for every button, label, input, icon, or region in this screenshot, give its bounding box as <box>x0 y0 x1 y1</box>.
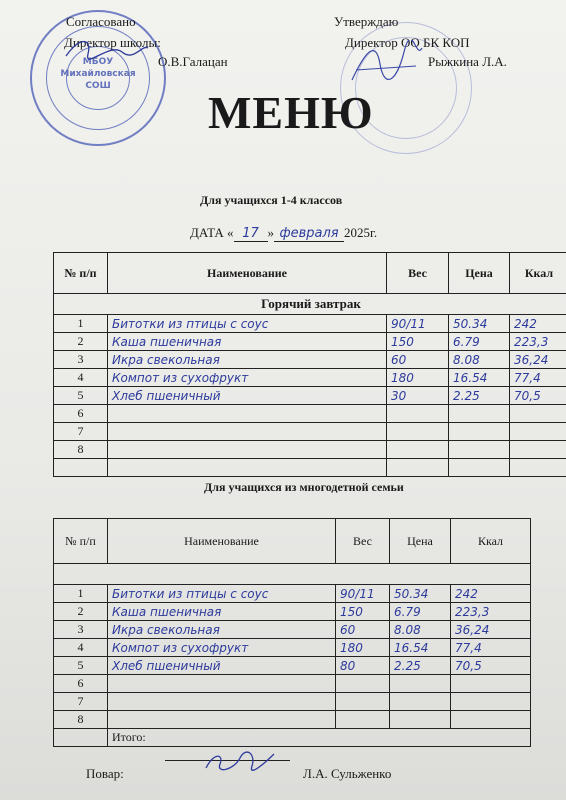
row-number: 5 <box>54 387 108 405</box>
dish-weight <box>336 675 390 693</box>
cook-signature <box>200 748 280 776</box>
table-row <box>54 711 531 729</box>
dish-kcal: 77,4 <box>510 369 566 387</box>
dish-kcal: 242 <box>451 585 531 603</box>
table-row <box>54 639 531 657</box>
table-row <box>54 693 531 711</box>
dish-price: 8.08 <box>390 621 451 639</box>
dish-name: Каша пшеничная <box>108 333 387 351</box>
dish-weight: 150 <box>387 333 449 351</box>
school-stamp <box>30 10 166 146</box>
row-number: 3 <box>54 621 108 639</box>
right-signer-name: Рыжкина Л.А. <box>428 54 507 69</box>
section-row <box>54 294 566 315</box>
date-month: февраля <box>274 226 344 242</box>
table-row <box>54 315 566 333</box>
table-row <box>54 405 566 423</box>
table-row <box>54 369 566 387</box>
dish-name: Компот из сухофрукт <box>108 369 387 387</box>
right-approved-label: Утверждаю <box>334 14 399 29</box>
dish-name: Битотки из птицы с соус <box>108 315 387 333</box>
date-label: ДАТА « <box>190 225 234 240</box>
dish-weight <box>387 441 449 459</box>
left-signature <box>62 34 152 64</box>
menu-table-grades-1-4 <box>53 252 566 477</box>
spacer-row <box>54 564 531 585</box>
dish-name <box>108 405 387 423</box>
dish-weight: 150 <box>336 603 390 621</box>
table-row <box>54 423 566 441</box>
date-line <box>190 225 377 242</box>
dish-kcal: 70,5 <box>510 387 566 405</box>
dish-price: 50.34 <box>449 315 510 333</box>
dish-kcal <box>451 693 531 711</box>
dish-name: Хлеб пшеничный <box>108 387 387 405</box>
dish-price: 6.79 <box>449 333 510 351</box>
stamp-center-text: МБОУ Михайловская СОШ <box>60 57 136 91</box>
left-signer-name: О.В.Галацан <box>158 54 228 69</box>
table-row <box>54 657 531 675</box>
page-title: МЕНЮ <box>208 87 374 138</box>
dish-price: 16.54 <box>449 369 510 387</box>
table-header-row <box>54 519 531 564</box>
row-number: 4 <box>54 369 108 387</box>
row-number: 2 <box>54 603 108 621</box>
menu-table-large-families <box>53 518 531 747</box>
dish-kcal: 223,3 <box>510 333 566 351</box>
row-number: 6 <box>54 675 108 693</box>
dish-name <box>108 711 336 729</box>
dish-price <box>390 693 451 711</box>
dish-price <box>390 675 451 693</box>
left-position: Директор школы: <box>64 35 161 50</box>
row-number: 6 <box>54 405 108 423</box>
header-price: Цена <box>449 253 510 294</box>
table-row <box>54 387 566 405</box>
table-row <box>54 621 531 639</box>
dish-weight: 180 <box>387 369 449 387</box>
dish-weight: 180 <box>336 639 390 657</box>
dish-kcal: 36,24 <box>451 621 531 639</box>
dish-name: Икра свекольная <box>108 621 336 639</box>
row-number: 4 <box>54 639 108 657</box>
dish-price <box>449 405 510 423</box>
dish-name: Каша пшеничная <box>108 603 336 621</box>
dish-kcal <box>510 405 566 423</box>
dish-weight: 80 <box>336 657 390 675</box>
dish-kcal <box>510 423 566 441</box>
dish-price: 16.54 <box>390 639 451 657</box>
table2-caption: Для учащихся из многодетной семьи <box>204 480 404 494</box>
dish-price: 50.34 <box>390 585 451 603</box>
dish-name <box>108 675 336 693</box>
header-weight: Вес <box>336 519 390 564</box>
dish-kcal: 77,4 <box>451 639 531 657</box>
dish-name <box>108 441 387 459</box>
cook-label: Повар: <box>86 766 124 781</box>
dish-weight: 90/11 <box>336 585 390 603</box>
dish-price <box>449 441 510 459</box>
dish-kcal: 242 <box>510 315 566 333</box>
header-weight: Вес <box>387 253 449 294</box>
dish-name <box>108 423 387 441</box>
dish-kcal: 36,24 <box>510 351 566 369</box>
right-position: Директор ОО БК КОП <box>345 35 470 50</box>
total-row <box>54 729 531 747</box>
table-row <box>54 459 566 477</box>
dish-weight: 90/11 <box>387 315 449 333</box>
date-day: 17 <box>234 226 268 242</box>
dish-name: Хлеб пшеничный <box>108 657 336 675</box>
dish-price: 2.25 <box>390 657 451 675</box>
left-approved-label: Согласовано <box>66 14 136 29</box>
dish-price <box>390 711 451 729</box>
dish-name <box>108 693 336 711</box>
table1-caption: Для учащихся 1-4 классов <box>200 193 343 207</box>
dish-kcal <box>451 675 531 693</box>
row-number: 8 <box>54 441 108 459</box>
dish-kcal: 223,3 <box>451 603 531 621</box>
table-row <box>54 351 566 369</box>
dish-weight <box>387 405 449 423</box>
table-row <box>54 333 566 351</box>
date-mid: » <box>267 225 275 240</box>
row-number: 7 <box>54 693 108 711</box>
total-label: Итого: <box>108 729 531 747</box>
row-number: 8 <box>54 711 108 729</box>
header-name: Наименование <box>108 519 336 564</box>
dish-price: 6.79 <box>390 603 451 621</box>
dish-weight <box>387 423 449 441</box>
dish-weight: 30 <box>387 387 449 405</box>
header-number: № п/п <box>54 253 108 294</box>
dish-weight: 60 <box>387 351 449 369</box>
table-row <box>54 585 531 603</box>
header-number: № п/п <box>54 519 108 564</box>
dish-kcal: 70,5 <box>451 657 531 675</box>
dish-price: 2.25 <box>449 387 510 405</box>
section-title: Горячий завтрак <box>54 294 566 315</box>
date-year: 2025г. <box>344 225 378 240</box>
dish-name: Компот из сухофрукт <box>108 639 336 657</box>
header-name: Наименование <box>108 253 387 294</box>
dish-kcal <box>510 441 566 459</box>
dish-price <box>449 423 510 441</box>
row-number: 1 <box>54 585 108 603</box>
dish-price: 8.08 <box>449 351 510 369</box>
dish-name: Битотки из птицы с соус <box>108 585 336 603</box>
dish-weight: 60 <box>336 621 390 639</box>
table-header-row <box>54 253 566 294</box>
dish-kcal <box>451 711 531 729</box>
cook-name: Л.А. Сульженко <box>303 766 392 781</box>
row-number: 7 <box>54 423 108 441</box>
table-row <box>54 603 531 621</box>
row-number: 3 <box>54 351 108 369</box>
row-number: 2 <box>54 333 108 351</box>
dish-weight <box>336 711 390 729</box>
table-row <box>54 675 531 693</box>
right-signature <box>346 40 426 90</box>
header-kcal: Ккал <box>451 519 531 564</box>
header-kcal: Ккал <box>510 253 566 294</box>
dish-weight <box>336 693 390 711</box>
header-price: Цена <box>390 519 451 564</box>
table-row <box>54 441 566 459</box>
dish-name: Икра свекольная <box>108 351 387 369</box>
row-number: 1 <box>54 315 108 333</box>
row-number: 5 <box>54 657 108 675</box>
